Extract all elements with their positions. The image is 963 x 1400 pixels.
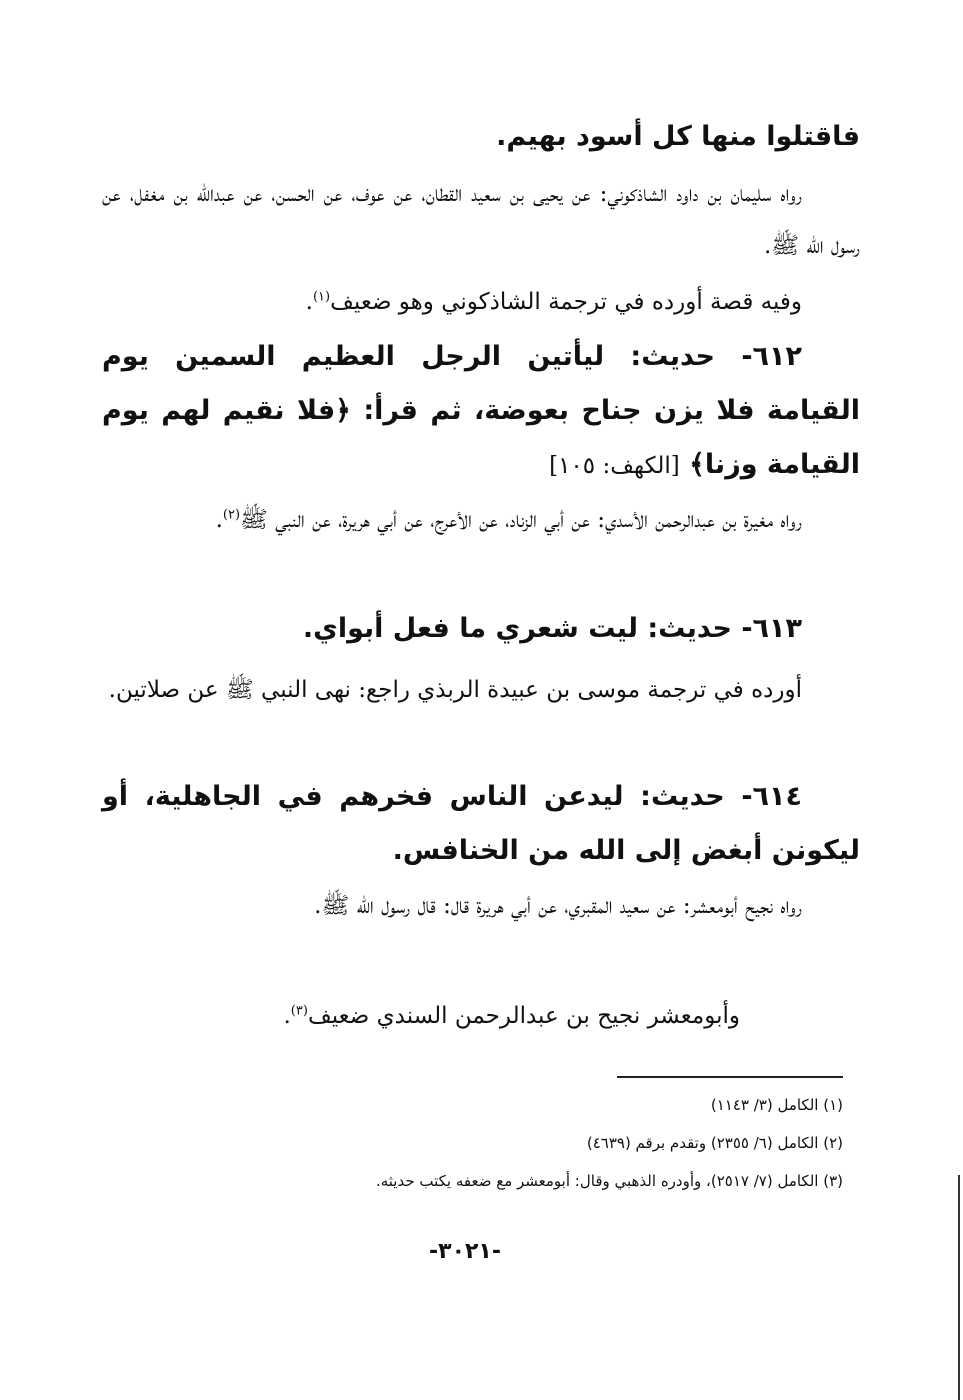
hadith-613-narration-text: أورده في ترجمة موسى بن عبيدة الربذي راجع: نهى النبي ﷺ عن صلاتين. — [108, 677, 802, 703]
page-number: -٣٠٢١- — [429, 1239, 501, 1264]
footnote-divider — [617, 1076, 843, 1078]
hadith-613-heading — [102, 602, 860, 656]
hadith-614-note — [102, 990, 860, 1042]
hadith-611-ending-text: فاقتلوا منها كل أسود بهيم. — [496, 121, 860, 152]
hadith-613-heading-text: ٦١٣- حديث: ليت شعري ما فعل أبواي. — [302, 613, 802, 644]
hadith-611-ending — [102, 110, 860, 164]
hadith-612-quran-reference: [الكهف: ١٠٥] — [549, 453, 680, 479]
footnote-marker-3[interactable]: (٣) — [290, 1003, 308, 1019]
footnote-marker-2[interactable]: (٢) — [222, 507, 241, 523]
hadith-612-heading — [102, 330, 860, 493]
scan-edge-line — [958, 1175, 960, 1400]
hadith-612-narration — [102, 494, 860, 546]
footnote-marker-1[interactable]: (١) — [312, 289, 331, 305]
hadith-612-narration-end: . — [215, 507, 223, 533]
hadith-614-note-text: وأبومعشر نجيح بن عبدالرحمن السندي ضعيف — [307, 1003, 740, 1029]
hadith-614-heading-text: ٦١٤- حديث: ليدعن الناس فخرهم في الجاهلية، أو ليكونن أبغض إلى الله من الخنافس. — [102, 781, 860, 866]
hadith-611-note — [102, 276, 860, 328]
hadith-611-note-end: . — [305, 289, 313, 315]
hadith-614-note-end: . — [283, 1003, 291, 1029]
hadith-611-note-text: وفيه قصة أورده في ترجمة الشاذكوني وهو ضعيف — [330, 289, 802, 315]
hadith-614-narration — [102, 880, 860, 932]
footnote-1: (١) الكامل (٣/ ١١٤٣) — [710, 1096, 843, 1114]
hadith-612-heading-text: ٦١٢- حديث: ليأتين الرجل العظيم السمين يوم القيامة فلا يزن جناح بعوضة، ثم قرأ: ﴿فلا نقيم لهم يوم القيامة وزنا﴾ — [102, 341, 860, 480]
hadith-614-narration-text: رواه نجيح أبومعشر: عن سعيد المقبري، عن أبي هريرة قال: قال رسول الله ﷺ. — [314, 893, 802, 919]
hadith-611-narration — [102, 168, 860, 272]
footnote-3: (٣) الكامل (٧/ ٢٥١٧)، وأودره الذهبي وقال: أبومعشر مع ضعفه يكتب حديثه. — [375, 1172, 843, 1190]
hadith-612-narration-text: رواه مغيرة بن عبدالرحمن الأسدي: عن أبي الزناد، عن الأعرج، عن أبي هريرة، عن النبي ﷺ — [240, 507, 802, 533]
hadith-614-heading — [102, 770, 860, 878]
hadith-611-narration-text: رواه سليمان بن داود الشاذكوني: عن يحيى بن سعيد القطان، عن عوف، عن الحسن، عن عبدالله بن مغفل، عن رسول الله ﷺ. — [102, 181, 860, 259]
footnote-2: (٢) الكامل (٦/ ٢٣٥٥) وتقدم برقم (٤٦٣٩) — [586, 1134, 843, 1152]
hadith-613-narration — [102, 664, 860, 716]
